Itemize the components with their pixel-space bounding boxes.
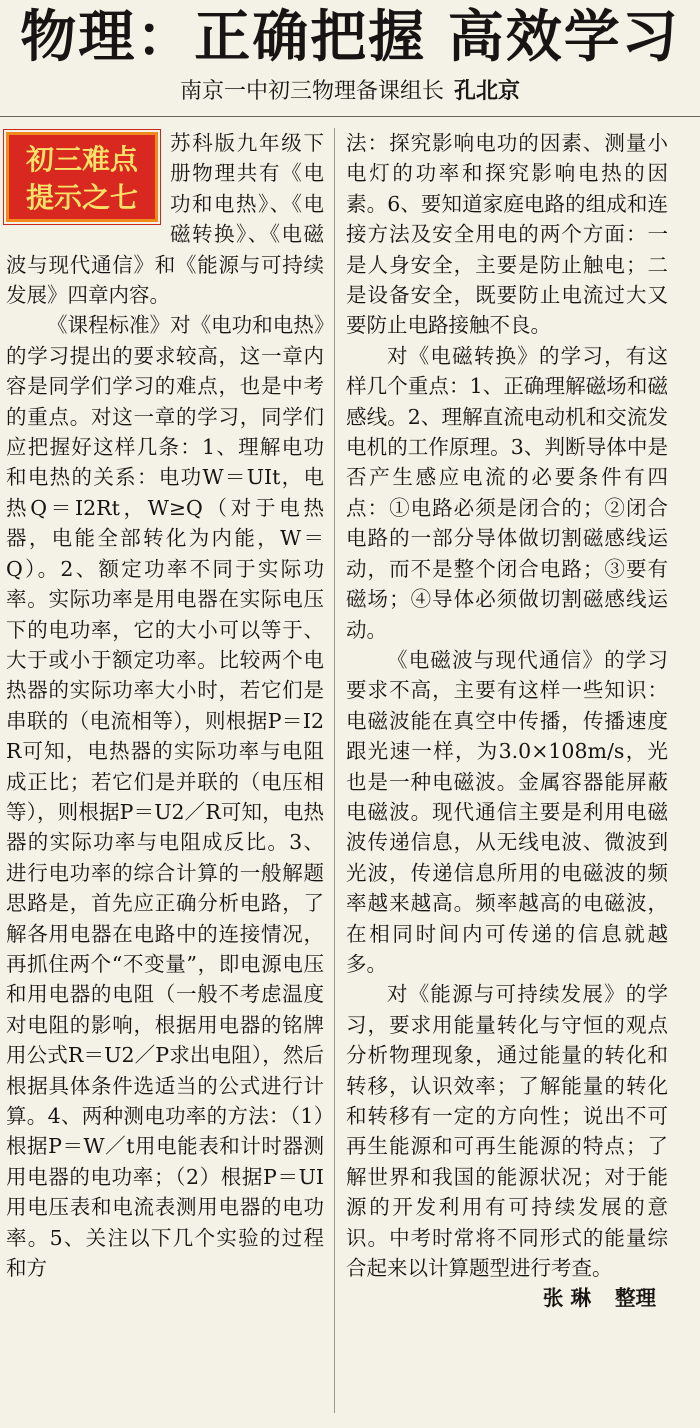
paragraph: 《电磁波与现代通信》的学习要求不高，主要有这样一些知识：电磁波能在真空中传播，传播速度跟光速一样，为3.0×108m/s，光也是一种电磁波。金属容器能屏蔽电磁波。现代通信主要是利用电磁波传递信息，从无线电波、微波到光波，传递信息所用的电磁波的频率越来越高。频率越高的电磁波，在相同时间内可传递的信息就越多。 (346, 647, 668, 976)
signature-name: 张 琳 (542, 1286, 591, 1311)
article-column-left (6, 128, 324, 1418)
badge-line-2: 提示之七 (25, 181, 138, 214)
paragraph: 《课程标准》对《电功和电热》的学习提出的要求较高，这一章内容是同学们学习的难点，也是中考的重点。对这一章的学习，同学们应把握好这样几条：1、理解电功和电热的关系：电功W＝UIt，电热Q＝I2Rt，W≥Q（对于电热器，电能全部转化为内能，W＝Q）。2、额定功率不同于实际功率。实际功率是用电器在实际电压下的电功率，它的大小可以等于、大于或小于额定功率。比较两个电热器的实际功率大小时，若它们是串联的（电流相等），则根据P＝I2R可知，电热器的实际功率与电阻成正比；若它们是并联的（电压相等），则根据P＝U2／R可知，电热器的实际功率与电阻成反比。3、进行电功率的综合计算的一般解题思路是，首先应正确分析电路，了解各用电器在电路中的连接情况，再抓住两个“不变量”，即电源电压和用电器的电阻（一般不考虑温度对电阻的影响，根据用电器的铭牌用公式R＝U2／P求出电阻），然后根据具体条件选适当的公式进行计算。4、两种测电功率的方法：（1）根据P＝W／t用电能表和计时器测用电器的电功率；（2）根据P＝UI用电压表和电流表测用电器的电功率。5、关注以下几个实验的过程和方 (6, 313, 324, 1281)
paragraph: 对《电磁转换》的学习，有这样几个重点：1、正确理解磁场和磁感线。2、理解直流电动机和交流发电机的工作原理。3、判断导体中是否产生感应电流的必要条件有四点：①电路必须是闭合的；②闭合电路的一部分导体做切割磁感线运动，而不是整个闭合电路；③要有磁场；④导体必须做切割磁感线运动。 (346, 343, 668, 642)
badge-line-1: 初三难点 (25, 143, 138, 176)
column-divider (334, 128, 335, 1413)
article-signature (346, 1283, 668, 1313)
article-headline: 物理：正确把握 高效学习 (20, 5, 680, 70)
article-column-right (346, 128, 668, 1418)
header-divider (0, 116, 700, 117)
signature-role: 整理 (615, 1286, 656, 1311)
section-badge (6, 132, 158, 222)
paragraph: 对《能源与可持续发展》的学习，要求用能量转化与守恒的观点分析物理现象，通过能量的转化和转移，认识效率；了解能量的转化和转移有一定的方向性；说出不可再生能源和可再生能源的特点；了解世界和我国的能源状况；对于能源的开发利用有可持续发展的意识。中考时常将不同形式的能量综合起来以计算题型进行考查。 (346, 982, 668, 1281)
paragraph: 法：探究影响电功的因素、测量小电灯的功率和探究影响电热的因素。6、要知道家庭电路的组成和连接方法及安全用电的两个方面：一是人身安全，主要是防止触电；二是设备安全，既要防止电流过大又要防止电路接触不良。 (346, 131, 668, 338)
article-byline (0, 76, 700, 108)
byline-organization: 南京一中初三物理备课组长 (179, 79, 444, 104)
byline-author: 孔北京 (454, 79, 521, 104)
paragraph: 苏科版九年级下册物理共有《电功和电热》、《电磁转换》、《电磁波与现代通信》和《能源与可持续发展》四章内容。 (6, 131, 324, 308)
